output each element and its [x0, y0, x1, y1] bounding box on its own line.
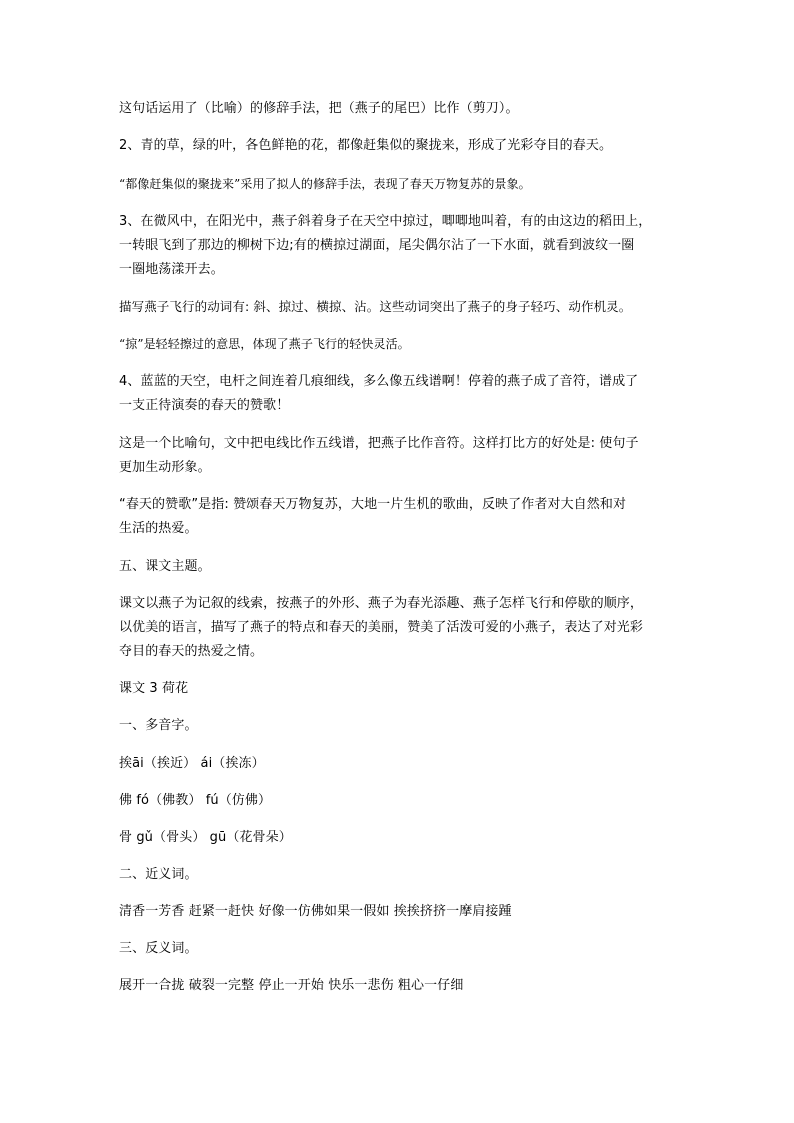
paragraph-line: 这是一个比喻句，文中把电线比作五线谱，把燕子比作音符。这样打比方的好处是: 使句子	[119, 436, 639, 451]
paragraph-line: 这句话运用了（比喻）的修辞手法，把（燕子的尾巴）比作（剪刀）。	[119, 101, 519, 116]
paragraph-line: 一支正待演奏的春天的赞歌！	[119, 398, 290, 413]
paragraph-line: 2、青的草，绿的叶，各色鲜艳的花，都像赶集似的聚拢来，形成了光彩夺目的春天。	[119, 138, 613, 153]
lesson-title: 课文 3 荷花	[119, 681, 189, 696]
paragraph-line: 一转眼飞到了那边的柳树下边;有的横掠过湖面，尾尖偶尔沾了一下水面，就看到波纹一圈	[119, 238, 635, 253]
paragraph-line: “春天的赞歌”是指: 赞颂春天万物复苏，大地一片生机的歌曲，反映了作者对大自然和对	[119, 497, 627, 512]
section-heading: 一、多音字。	[119, 718, 198, 733]
paragraph-line: 更加生动形象。	[119, 460, 211, 475]
paragraph-line: 以优美的语言，描写了燕子的特点和春天的美丽，赞美了活泼可爱的小燕子，表达了对光彩	[119, 620, 644, 635]
paragraph-line: “都像赶集似的聚拢来”采用了拟人的修辞手法，表现了春天万物复苏的景象。	[119, 177, 531, 191]
paragraph-line: 骨 gǔ（骨头） gū（花骨朵）	[119, 830, 292, 845]
section-heading: 三、反义词。	[119, 941, 198, 956]
paragraph-line: 生活的热爱。	[119, 521, 198, 536]
paragraph-line: 一圈地荡漾开去。	[119, 262, 224, 277]
paragraph-line: 展开一合拢 破裂一完整 停止一开始 快乐一悲伤 粗心一仔细	[119, 978, 464, 993]
paragraph-line: “掠”是轻轻擦过的意思，体现了燕子飞行的轻快灵活。	[119, 337, 410, 351]
paragraph-line: 课文以燕子为记叙的线索，按燕子的外形、燕子为春光添趣、燕子怎样飞行和停歇的顺序，	[119, 596, 644, 611]
paragraph-line: 3、在微风中，在阳光中，燕子斜着身子在天空中掠过，唧唧地叫着，有的由这边的稻田上，	[119, 214, 652, 229]
section-heading: 二、近义词。	[119, 867, 198, 882]
paragraph-line: 描写燕子飞行的动词有: 斜、掠过、横掠、沾。这些动词突出了燕子的身子轻巧、动作机灵。	[119, 299, 632, 314]
section-heading: 五、课文主题。	[119, 559, 211, 574]
paragraph-line: 挨āi（挨近） ái（挨冻）	[119, 756, 265, 771]
paragraph-line: 4、蓝蓝的天空，电杆之间连着几痕细线，多么像五线谱啊！停着的燕子成了音符，谱成了	[119, 374, 639, 389]
paragraph-line: 佛 fó（佛教） fú（仿佛）	[119, 793, 272, 808]
paragraph-line: 夺目的春天的热爱之情。	[119, 644, 264, 659]
paragraph-line: 清香一芳香 赶紧一赶快 好像一仿佛如果一假如 挨挨挤挤一摩肩接踵	[119, 904, 512, 919]
